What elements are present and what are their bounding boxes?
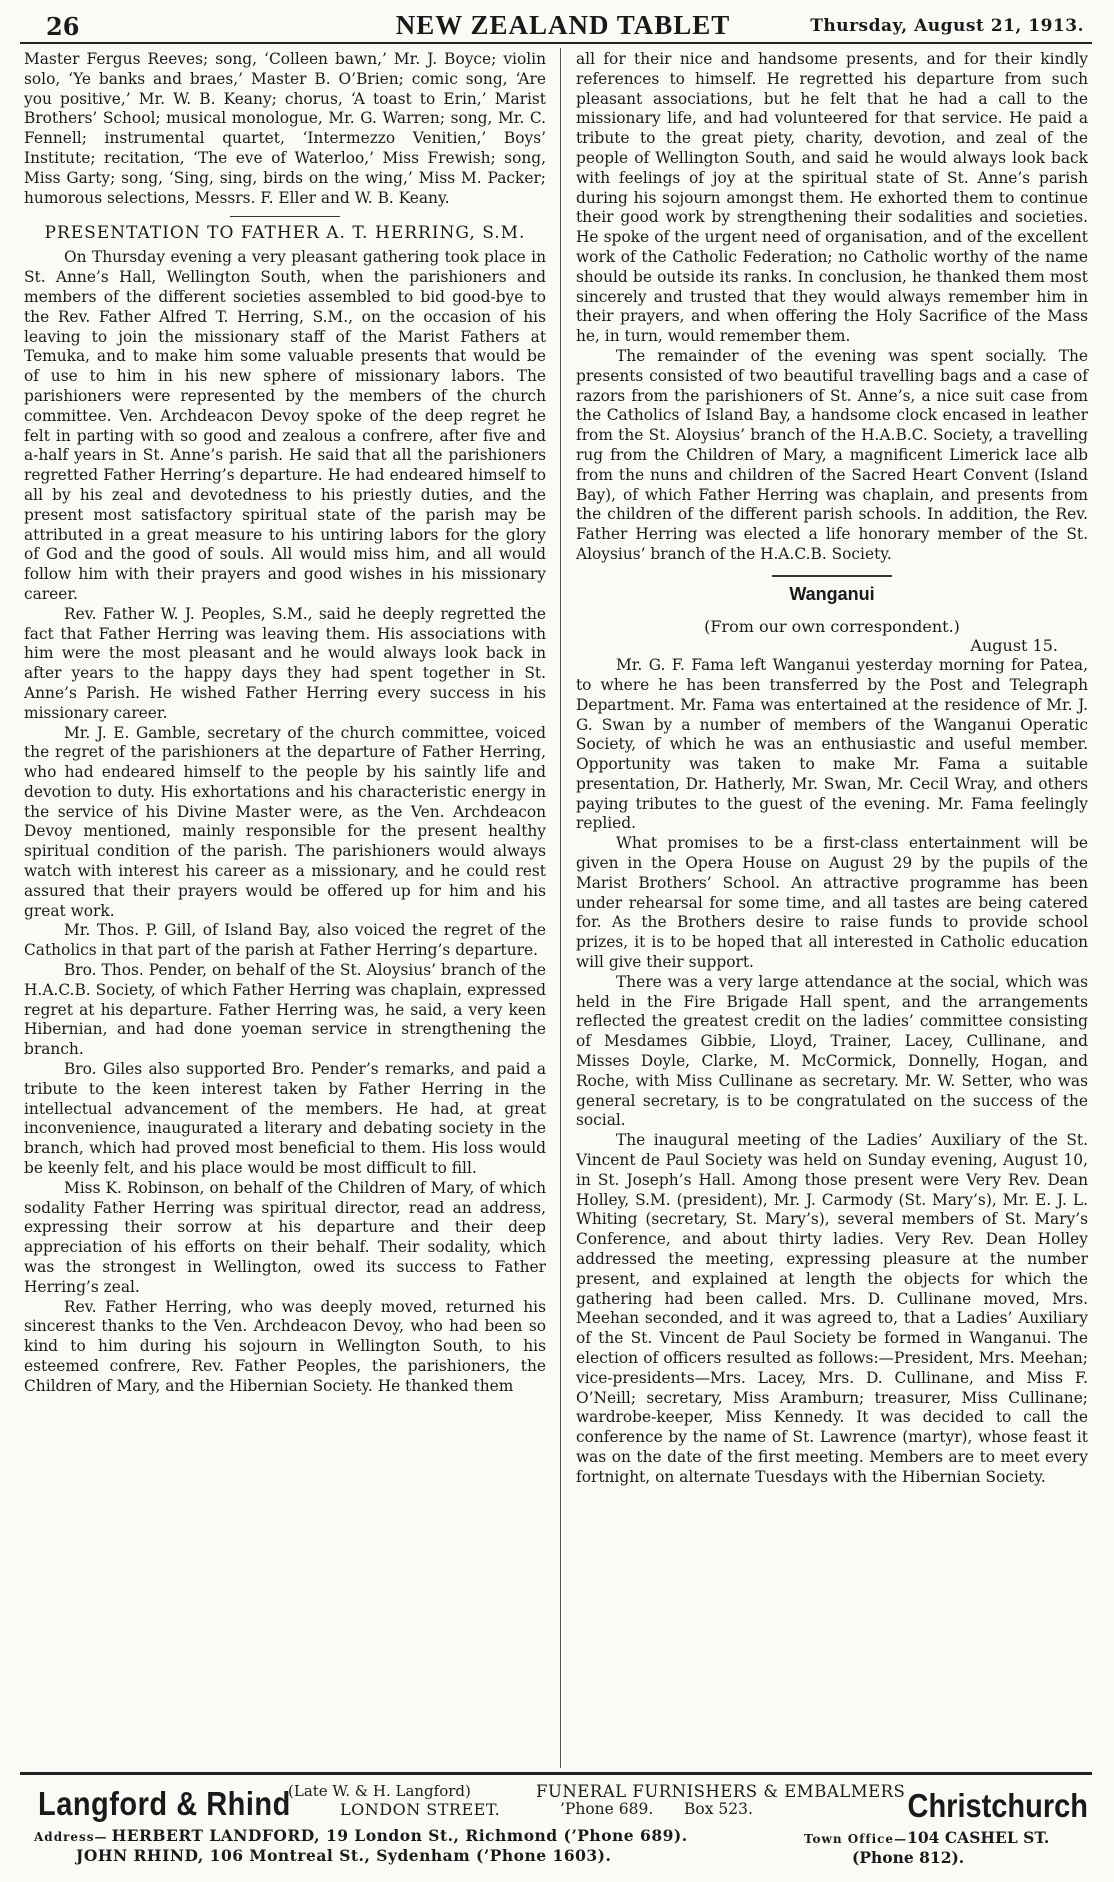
correspondent-line: (From our own correspondent.) — [704, 616, 960, 636]
article-paragraph: The remainder of the evening was spent socially. The presents consisted of two beautiful travelling bags and a case of razors from the parishioners of St. Anne’s, a nice suit case from the Catholics of Island Bay, a handsome clock encased in leather from the St. Aloysius’ branch of the H.A.B.C. Society, a travelling rug from the Children of Mary, a magnificent Limerick lace alb from the nuns and children of the Sacred Heart Convent (Island Bay), of which Father Herring was chaplain, and presents from the children of the different parish schools. In addition, the Rev. Father Herring was elected a life honorary member of the St. Aloysius’ branch of the H.A.C.B. Society. — [576, 346, 1088, 563]
advert-town-phone: (Phone 812). — [852, 1848, 965, 1867]
issue-date: Thursday, August 21, 1913. — [810, 16, 1084, 36]
advert-town-text: 104 CASHEL ST. — [907, 1828, 1050, 1847]
masthead-title: NEW ZEALAND TABLET — [395, 10, 731, 40]
article-continuation: all for their nice and handsome presents, and for their kindly references to himself. He regretted his departure from such pleasant associations, but he felt that he had a call to the missionary life, and had volunteered for that service. He paid a tribute to the great piety, charity, devotion, and zeal of the people of Wellington South, and said he would always look back with feelings of joy at the spiritual state of St. Anne’s parish during his sojourn amongst them. He exhorted them to continue their good work by strengthening their sodalities and societies. He spoke of the urgent need of organisation, and of the excellent work of the Catholic Federation; no Catholic worthy of the name should be outside its ranks. In conclusion, he thanked them most sincerely and trusted that they would always remember him in their prayers, and when offering the Holy Sacrifice of the Mass he, in turn, would remember them. — [576, 50, 1088, 346]
advert-address-text: HERBERT LANDFORD, 19 London St., Richmond (’Phone 689). — [111, 1826, 688, 1845]
concert-programme: Master Fergus Reeves; song, ‘Colleen bawn,’ Mr. J. Boyce; violin solo, ‘Ye banks and braes,’ Master B. O’Brien; comic song, ‘Are you positive,’ Mr. W. B. Keany; chorus, ‘A toast to Erin,’ Marist Brothers’ School; musical monologue, Mr. G. Warren; song, Mr. C. Fennell; instrumental quartet, ‘Intermezzo Venitien,’ Boys’ Institute; recitation, ‘The eve of Waterloo,’ Miss Frewish; song, Miss Garty; song, ‘Sing, sing, birds on the wing,’ Miss M. Packer; humorous selections, Messrs. F. Eller and W. B. Keany. — [24, 50, 546, 207]
advert-box: Box 523. — [684, 1800, 753, 1818]
article-paragraph: Mr. Thos. P. Gill, of Island Bay, also voiced the regret of the Catholics in that part of the parish at Father Herring’s departure. — [24, 921, 546, 960]
dateline: August 15. — [970, 636, 1058, 656]
article-heading: PRESENTATION TO FATHER A. T. HERRING, S.M. — [44, 223, 526, 244]
advert-rule — [20, 1772, 1092, 1775]
advert-service: FUNERAL FURNISHERS & EMBALMERS — [536, 1782, 906, 1801]
advertisement — [20, 1778, 1092, 1878]
column-divider — [560, 48, 561, 1768]
advert-address-2: JOHN RHIND, 106 Montreal St., Sydenham (’Phone 1603). — [76, 1846, 612, 1865]
article-paragraph: Miss K. Robinson, on behalf of the Children of Mary, of which sodality Father Herring was spiritual director, read an address, expressing their sorrow at his departure and their deep appreciation of his efforts on their behalf. Their sodality, which was the strongest in Wellington, owed its success to Father Herring’s zeal. — [24, 1178, 546, 1296]
advert-address-label: Address— — [34, 1830, 108, 1844]
advert-late-note: (Late W. & H. Langford) — [288, 1782, 471, 1800]
article-paragraph: The inaugural meeting of the Ladies’ Auxiliary of the St. Vincent de Paul Society was held on Sunday evening, August 10, in St. Joseph’s Hall. Among those present were Very Rev. Dean Holley, S.M. (president), Mr. J. Carmody (St. Mary’s), Mr. E. J. L. Whiting (secretary, St. Mary’s), several members of St. Mary’s Conference, and about thirty ladies. Very Rev. Dean Holley addressed the meeting, expressing pleasure at the number present, and explained at length the objects for which the gathering had been called. Mrs. D. Cullinane moved, Mrs. Meehan seconded, and it was agreed to, that a Ladies’ Auxiliary of the St. Vincent de Paul Society be formed in Wanganui. The election of officers resulted as follows:—President, Mrs. Meehan; vice-presidents—Mrs. Lacey, Mrs. D. Cullinane, and Miss F. O’Neill; secretary, Miss Aramburn; treasurer, Miss Cullinane; wardrobe-keeper, Miss Kennedy. It was decided to call the conference by the name of St. Lawrence (martyr), whose feast it was on the date of the first meeting. Members are to meet every fortnight, on alternate Tuesdays with the Hibernian Society. — [576, 1131, 1088, 1486]
article-paragraph: Rev. Father Herring, who was deeply moved, returned his sincerest thanks to the Ven. Archdeacon Devoy, who had been so kind to him during his sojourn in Wellington South, to his esteemed confrere, Rev. Father Peoples, the parishioners, the Children of Mary, and the Hibernian Society. He thanked them — [24, 1297, 546, 1395]
page-number: 26 — [46, 12, 80, 41]
article-paragraph: Mr. G. F. Fama left Wanganui yesterday morning for Patea, to where he has been transferred by the Post and Telegraph Department. Mr. Fama was entertained at the residence of Mr. J. G. Swan by a number of members of the Wanganui Operatic Society, of which he was an enthusiastic and useful member. Opportunity was taken to make Mr. Fama a suitable presentation, Dr. Hatherly, Mr. Swan, Mr. Cecil Wray, and others paying tributes to the guest of the evening. Mr. Fama feelingly replied. — [576, 656, 1088, 833]
section-title: Wanganui — [789, 583, 875, 604]
article-paragraph: On Thursday evening a very pleasant gathering took place in St. Anne’s Hall, Wellington South, when the parishioners and members of the different societies assembled to bid good-bye to the Rev. Father Alfred T. Herring, S.M., on the occasion of his leaving to join the missionary staff of the Marist Fathers at Temuka, and to make him some valuable presents that would be of use to him in his new sphere of missionary labors. The parishioners were represented by the members of the church committee. Ven. Archdeacon Devoy spoke of the deep regret he felt in parting with so good and zealous a confrere, after five and a-half years in St. Anne’s parish. He said that all the parishioners regretted Father Herring’s departure. He had endeared himself to all by his zeal and devotedness to his priestly duties, and the present most satisfactory spiritual state of the parish may be attributed in a great measure to his untiring labors for the glory of God and the good of souls. All would miss him, and all would follow him with their prayers and good wishes in his missionary career. — [24, 248, 546, 603]
advert-brand-right: Christchurch — [907, 1788, 1088, 1825]
right-column — [576, 50, 1088, 1488]
header-rule — [20, 42, 1092, 44]
article-paragraph: Bro. Thos. Pender, on behalf of the St. Aloysius’ branch of the H.A.C.B. Society, of which Father Herring was chaplain, expressed regret at his departure. Father Herring was, he said, a very keen Hibernian, and had done yoeman service in strengthening the branch. — [24, 961, 546, 1059]
section-divider — [230, 216, 340, 217]
advert-phone: ’Phone 689. — [560, 1800, 654, 1818]
advert-street: LONDON STREET. — [340, 1800, 501, 1819]
advert-address-1 — [34, 1826, 688, 1845]
left-column — [24, 50, 546, 1397]
section-divider — [772, 575, 892, 577]
page-header — [38, 6, 1088, 40]
advert-town-label: Town Office— — [804, 1832, 908, 1846]
article-paragraph: Mr. J. E. Gamble, secretary of the church committee, voiced the regret of the parishioners at the departure of Father Herring, who had endeared himself to the people by his saintly life and devotion to duty. His exhortations and his characteristic energy in the service of his Divine Master were, as the Ven. Archdeacon Devoy mentioned, mainly responsible for the present healthy spiritual condition of the parish. The parishioners would always watch with interest his career as a missionary, and he could rest assured that their prayers would be offered up for him and his great work. — [24, 723, 546, 920]
article-paragraph: There was a very large attendance at the social, which was held in the Fire Brigade Hall spent, and the arrangements reflected the greatest credit on the ladies’ committee consisting of Mesdames Gibbie, Lloyd, Trainer, Lacey, Cullinane, and Misses Doyle, Clarke, M. McCormick, Donnelly, Hogan, and Roche, with Miss Cullinane as secretary. Mr. W. Setter, who was general secretary, is to be congratulated on the success of the social. — [576, 972, 1088, 1130]
advert-town-office — [804, 1828, 1049, 1847]
article-paragraph: Bro. Giles also supported Bro. Pender’s remarks, and paid a tribute to the keen interest taken by Father Herring in the intellectual advancement of the members. He had, at great inconvenience, inaugurated a literary and debating society in the branch, which had proved most beneficial to them. His loss would be keenly felt, and his place would be most difficult to fill. — [24, 1060, 546, 1178]
article-paragraph: Rev. Father W. J. Peoples, S.M., said he deeply regretted the fact that Father Herring was leaving them. His associations with him were the most pleasant and he would always look back in after years to the happy days they had spent together in St. Anne’s Parish. He wished Father Herring every success in his missionary career. — [24, 604, 546, 722]
article-paragraph: What promises to be a first-class entertainment will be given in the Opera House on August 29 by the pupils of the Marist Brothers’ School. An attractive programme has been under rehearsal for some time, and all tastes are being catered for. As the Brothers desire to raise funds to provide school prizes, it is to be hoped that all interested in Catholic education will give their support. — [576, 834, 1088, 972]
advert-brand-left: Langford & Rhind — [38, 1786, 291, 1823]
